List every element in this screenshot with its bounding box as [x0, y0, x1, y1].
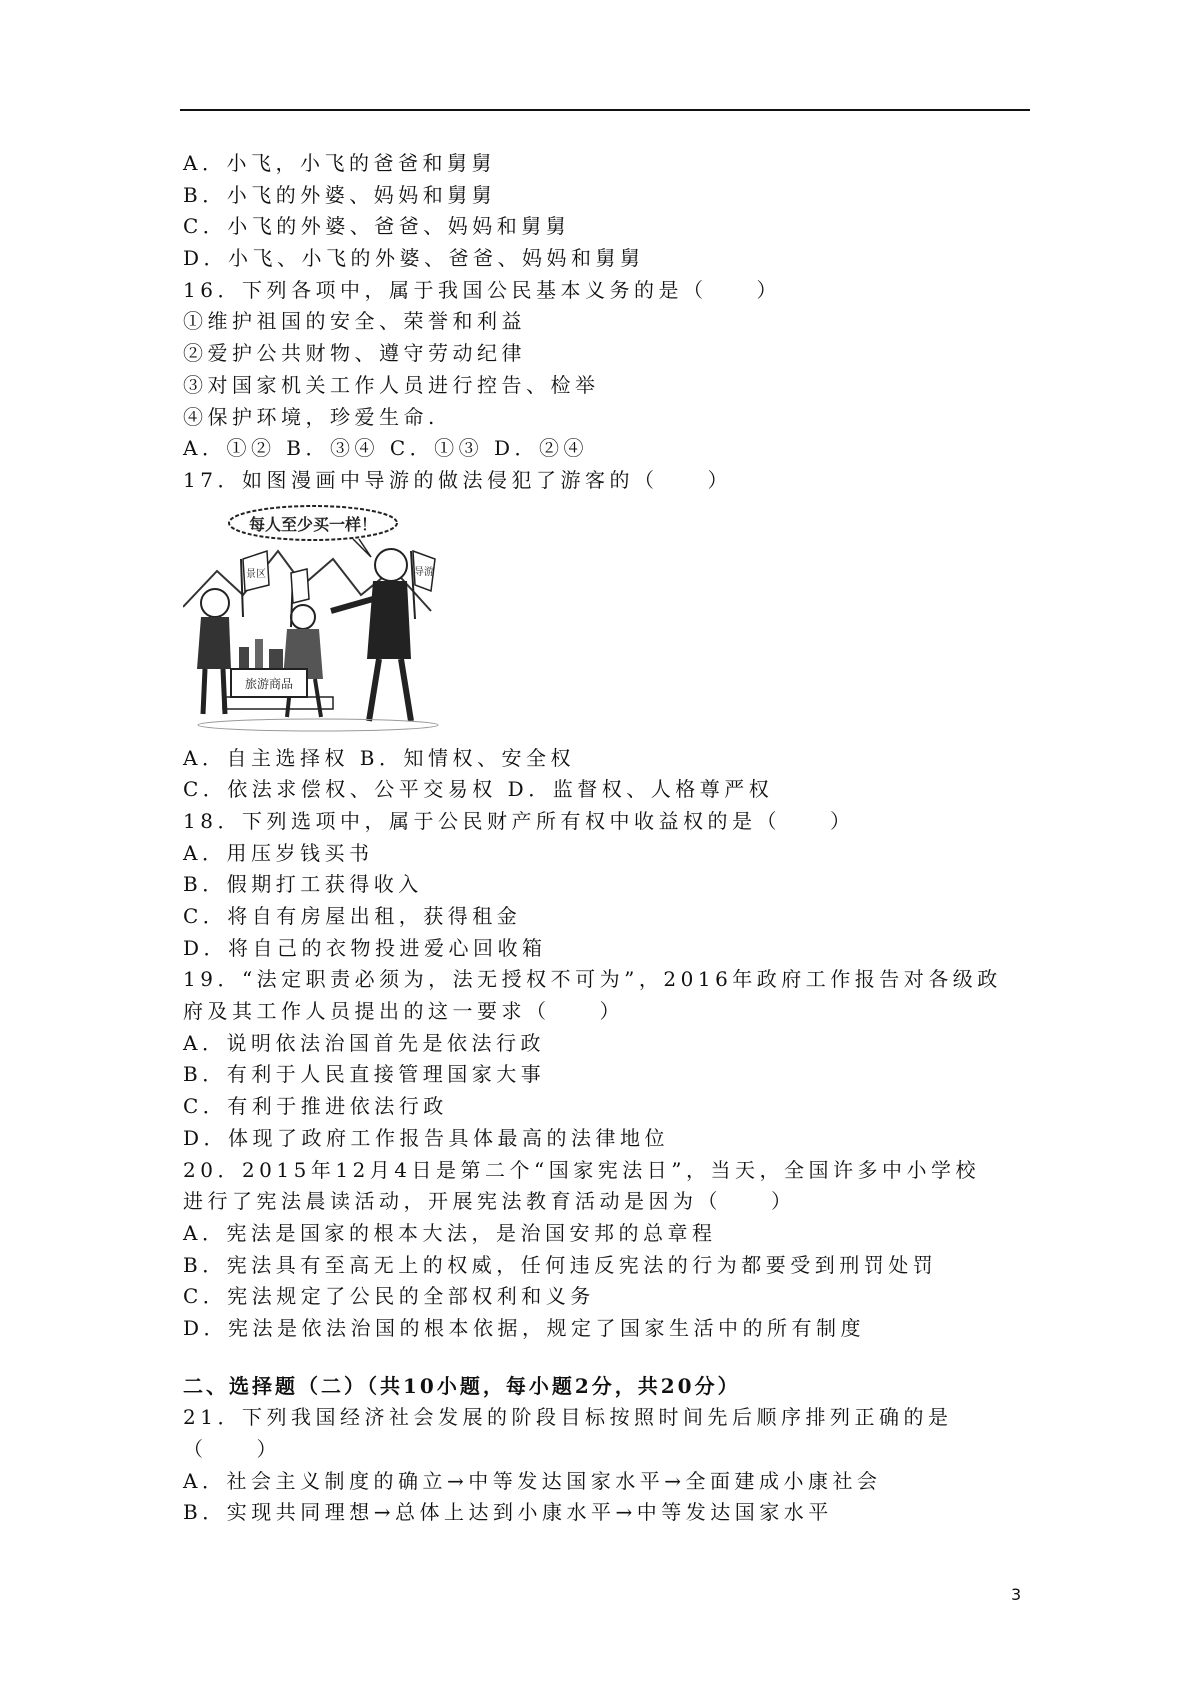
tour-guide-cartoon	[183, 499, 453, 735]
text-line: B．实现共同理想→总体上达到小康水平→中等发达国家水平	[183, 1500, 833, 1525]
cartoon-illustration	[183, 499, 453, 735]
text-line: 20．2015年12月4日是第二个“国家宪法日”，当天，全国许多中小学校	[183, 1157, 980, 1182]
text-line: 17．如图漫画中导游的做法侵犯了游客的（ ）	[183, 467, 732, 492]
text-line: B．小飞的外婆、妈妈和舅舅	[183, 182, 497, 207]
question-block-middle	[183, 743, 1033, 1345]
text-line: B．假期打工获得收入	[183, 872, 423, 897]
text-line: 18．下列选项中，属于公民财产所有权中收益权的是（ ）	[183, 808, 855, 833]
question-block-bottom	[183, 1402, 1033, 1529]
text-line: ①维护祖国的安全、荣誉和利益	[183, 309, 526, 334]
header-rule	[180, 109, 1030, 111]
text-line: D．宪法是依法治国的根本依据，规定了国家生活中的所有制度	[183, 1315, 866, 1340]
question-block-top	[183, 148, 1033, 497]
text-line: D．小飞、小飞的外婆、爸爸、妈妈和舅舅	[183, 246, 645, 271]
text-line: A．说明依法治国首先是依法行政	[183, 1030, 545, 1055]
text-line: B．有利于人民直接管理国家大事	[183, 1062, 546, 1087]
document-body	[183, 148, 1033, 1529]
text-line: ④保护环境，珍爱生命.	[183, 404, 439, 429]
flag-left-label: 景区	[246, 568, 266, 580]
text-line: C．宪法规定了公民的全部权利和义务	[183, 1284, 595, 1309]
text-line: C．依法求偿权、公平交易权 D．监督权、人格尊严权	[183, 777, 774, 802]
text-line: A．宪法是国家的根本大法，是治国安邦的总章程	[183, 1220, 717, 1245]
text-line: C．有利于推进依法行政	[183, 1094, 448, 1119]
speech-bubble-text: 每人至少买一样！	[248, 514, 378, 534]
text-line: B．宪法具有至高无上的权威，任何违反宪法的行为都要受到刑罚处罚	[183, 1252, 938, 1277]
text-line: 21．下列我国经济社会发展的阶段目标按照时间先后顺序排列正确的是	[183, 1405, 953, 1430]
text-line: ③对国家机关工作人员进行控告、检举	[183, 372, 600, 397]
section-heading: 二、选择题（二）（共10小题，每小题2分，共20分）	[183, 1373, 741, 1398]
text-line: A．社会主义制度的确立→中等发达国家水平→全面建成小康社会	[183, 1468, 882, 1493]
text-line: 府及其工作人员提出的这一要求（ ）	[183, 999, 624, 1024]
text-line: ②爱护公共财物、遵守劳动纪律	[183, 341, 526, 366]
page-number: 3	[1011, 1585, 1022, 1604]
text-line: A．①② B．③④ C．①③ D．②④	[183, 436, 589, 461]
text-line: 16．下列各项中，属于我国公民基本义务的是（ ）	[183, 277, 781, 302]
flag-right-label: 导游	[414, 566, 434, 578]
text-line: 19．“法定职责必须为，法无授权不可为”，2016年政府工作报告对各级政	[183, 967, 1002, 992]
text-line: C．将自有房屋出租，获得租金	[183, 904, 522, 928]
text-line: D．将自己的衣物投进爱心回收箱	[183, 935, 547, 960]
goods-sign-text: 旅游商品	[244, 676, 294, 691]
text-line: A．用压岁钱买书	[183, 840, 374, 865]
text-line: D．体现了政府工作报告具体最高的法律地位	[183, 1125, 670, 1150]
text-line: （ ）	[183, 1437, 281, 1461]
text-line: A．小飞，小飞的爸爸和舅舅	[183, 151, 496, 175]
text-line: 进行了宪法晨读活动，开展宪法教育活动是因为（ ）	[183, 1189, 796, 1214]
text-line: A．自主选择权 B．知情权、安全权	[183, 745, 575, 770]
text-line: C．小飞的外婆、爸爸、妈妈和舅舅	[183, 214, 571, 239]
